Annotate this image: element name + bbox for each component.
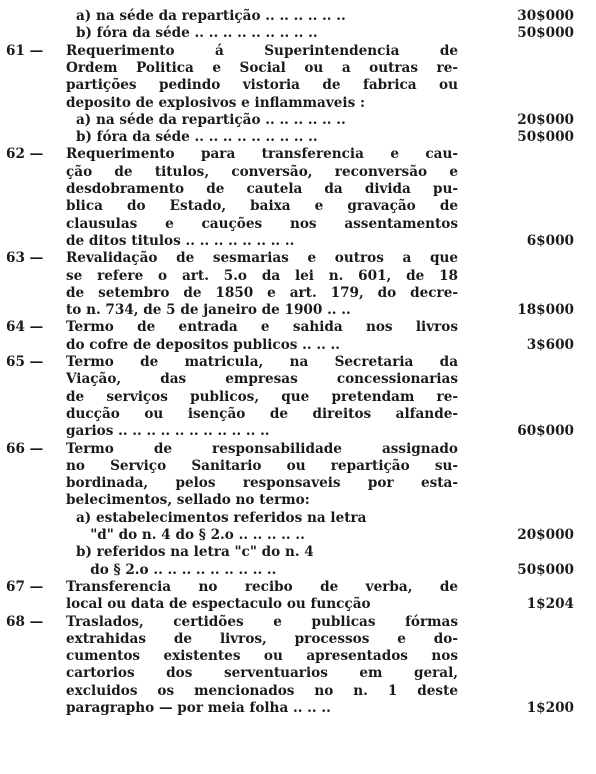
entry-text-line: desdobramento de cautela da divida pu- [66,181,458,197]
entry-text-line: cartorios dos serventuarios em geral, [66,665,458,682]
entry-text-line: local ou data de espectaculo ou funcção [66,596,371,613]
entry-text-line: clausulas e cauções nos assentamentos [66,215,458,232]
entry-text-line: b) fóra da séde .. .. .. .. .. .. .. .. .. [76,129,318,146]
entry-text-line: deposito de explosivos e inflammaveis : [66,94,365,111]
entry-text-line: ducção ou isenção de direitos alfande- [66,405,458,422]
entry-text-line: b) referidos na letra "c" do n. 4 [76,544,314,561]
entry-text-line: garios .. .. .. .. .. .. .. .. .. .. .. [66,423,270,440]
entry-text-line: a) na séde da repartição .. .. .. .. .. .. [76,8,346,24]
entry-text-line: blica do Estado, baixa e gravação de [66,198,458,215]
entry-text-line: Termo de responsabilidade assignado [66,440,458,457]
entry-text-line: a) estabelecimentos referidos na letra [76,509,367,526]
entry-text-line: belecimentos, sellado no termo: [66,492,310,509]
entry-number: 66 — [6,440,44,457]
entry-amount: 20$000 [517,111,574,128]
entry-amount: 50$000 [517,129,574,146]
entry-amount: 18$000 [517,302,574,319]
entry-amount: 60$000 [517,423,574,440]
entry-text-line: Requerimento para transferencia e cau- [66,146,458,163]
entry-text-line: de serviços publicos, que pretendam re- [66,388,458,405]
entry-text-line: de setembro de 1850 e art. 179, do decre- [66,284,458,301]
entry-number: 64 — [6,319,44,336]
entry-number: 65 — [6,354,44,370]
entry-text-line: no Serviço Sanitario ou repartição su- [66,457,458,474]
entry-number: 61 — [6,42,44,59]
entry-text-line: ção de titulos, conversão, reconversão e [66,163,458,180]
entry-text-line: to n. 734, de 5 de janeiro de 1900 .. .. [66,302,351,319]
entry-amount: 1$200 [526,700,574,716]
entry-amount: 30$000 [517,8,574,24]
entry-amount: 20$000 [517,527,574,543]
entry-text-line: Requerimento á Superintendencia de [66,42,458,59]
entry-text-line: Ordem Politica e Social ou a outras re- [66,59,458,76]
entry-text-line: b) fóra da séde .. .. .. .. .. .. .. .. .. [76,25,318,42]
entry-text-line: do § 2.o .. .. .. .. .. .. .. .. .. [76,561,277,578]
entry-text-line: excluidos os mencionados no n. 1 deste [66,682,458,699]
entry-text-line: bordinada, pelos responsaveis por esta- [66,475,458,492]
entry-text-line: Traslados, certidões e publicas fórmas [66,613,458,630]
entry-number: 63 — [6,250,44,267]
entry-text-line: paragrapho — por meia folha .. .. .. [66,700,331,716]
entry-text-line: de ditos titulos .. .. .. .. .. .. .. .. [66,232,295,249]
entry-text-line: Transferencia no recibo de verba, de [66,578,458,595]
entry-amount: 50$000 [517,25,574,42]
entry-text-line: Termo de entrada e sahida nos livros [66,319,458,336]
entry-text-line: do cofre de depositos publicos .. .. .. [66,336,341,353]
entry-number: 67 — [6,578,44,595]
entry-amount: 50$000 [517,561,574,578]
entry-text-line: "d" do n. 4 do § 2.o .. .. .. .. .. [76,527,305,543]
entry-amount: 1$204 [526,596,574,613]
entry-text-line: Viação, das empresas concessionarias [66,371,458,388]
entry-amount: 3$600 [526,336,574,353]
entry-text-line: extrahidas de livros, processos e do- [66,630,458,647]
entry-text-line: se refere o art. 5.o da lei n. 601, de 18 [66,267,458,284]
entry-text-line: partições pedindo vistoria de fabrica ou [66,77,458,94]
entry-number: 62 — [6,146,44,163]
entry-amount: 6$000 [526,232,574,249]
entry-number: 68 — [6,613,44,630]
entry-text-line: Termo de matricula, na Secretaria da [66,354,458,370]
entry-text-line: cumentos existentes ou apresentados nos [66,648,458,665]
entry-text-line: Revalidação de sesmarias e outros a que [66,250,458,267]
entry-text-line: a) na séde da repartição .. .. .. .. .. .. [76,111,346,128]
